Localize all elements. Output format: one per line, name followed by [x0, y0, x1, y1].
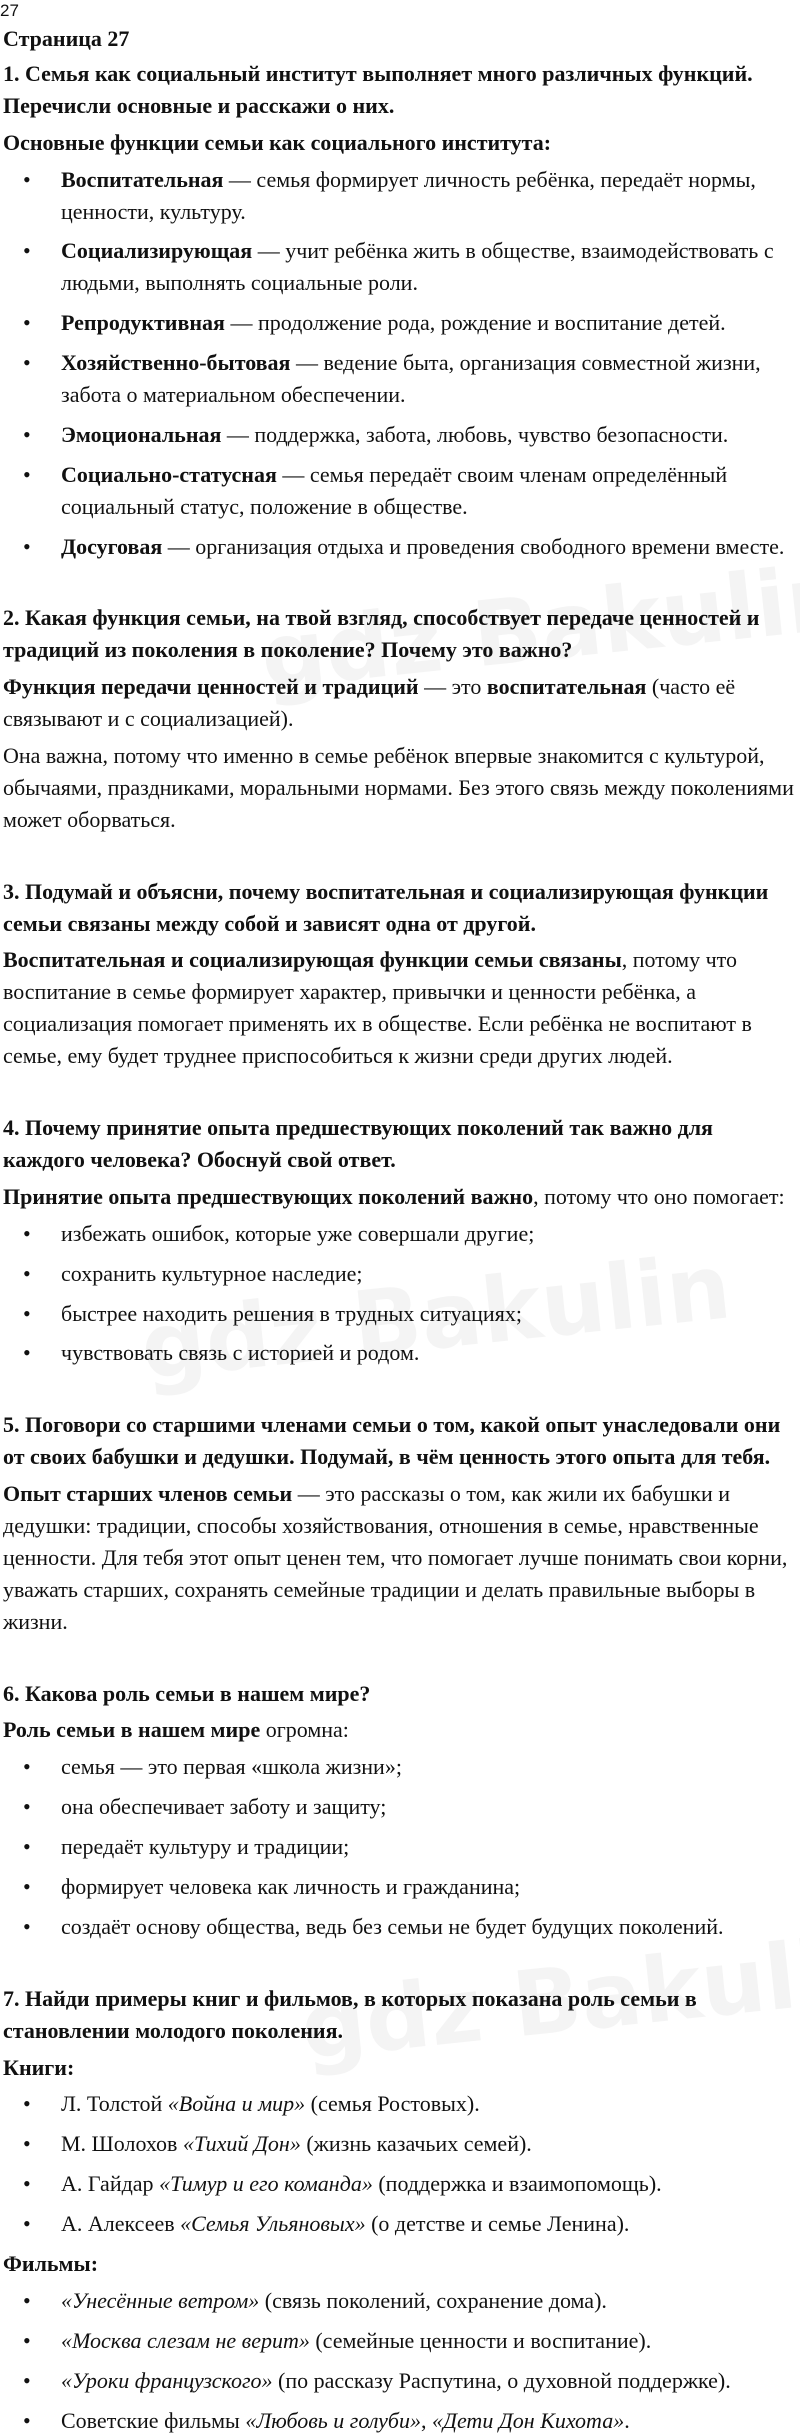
list-item — [3, 2208, 797, 2240]
list-item — [3, 235, 797, 299]
question-3: 3. Подумай и объясни, почему воспитательная и социализирующая функции семьи связаны между собой и зависят одна от другой. — [3, 878, 769, 936]
function-term: Социально-статусная — [61, 461, 277, 487]
books-list — [3, 2088, 797, 2240]
book-author: А. Алексеев — [61, 2211, 181, 2237]
list-item: • формирует человека как личность и гражданина; — [3, 1871, 797, 1903]
question-5-answer — [3, 1478, 797, 1637]
question-6-answer — [3, 1714, 797, 1746]
film-author: Советские фильмы — [61, 2407, 246, 2433]
question-7-section — [3, 1983, 797, 2436]
list-item — [3, 531, 797, 563]
film-title: «Любовь и голуби» — [245, 2407, 421, 2433]
list-item: • избежать ошибок, которые уже совершали другие; — [3, 1218, 797, 1250]
film-note: (по рассказу Распутина, о духовной поддержке). — [272, 2367, 731, 2393]
function-description: — организация отдыха и проведения свободного времени вместе. — [162, 533, 785, 559]
list-item: • быстрее находить решения в трудных ситуациях; — [3, 1298, 797, 1330]
list-item — [3, 2285, 797, 2317]
book-title: «Тимур и его команда» — [159, 2171, 373, 2197]
answer-bold-lead: Роль семьи в нашем мире — [3, 1717, 261, 1743]
list-item: • передаёт культуру и традиции; — [3, 1831, 797, 1863]
list-item — [3, 2405, 797, 2436]
book-note: (жизнь казачьих семей). — [300, 2131, 532, 2157]
list-item — [3, 2325, 797, 2357]
question-6: 6. Какова роль семьи в нашем мире? — [3, 1680, 371, 1706]
book-title: «Семья Ульяновых» — [180, 2211, 366, 2237]
answer-text: огромна: — [260, 1717, 349, 1743]
film-note: , — [420, 2407, 432, 2433]
answer-text: (часто её связывают и с социализацией). — [3, 674, 736, 732]
question-1: 1. Семья как социальный институт выполняет много различных функций. Перечисли основные и расскажи о них. — [3, 61, 753, 118]
film-note: . — [624, 2407, 630, 2433]
list-item: • чувствовать связь с историей и родом. — [3, 1337, 797, 1369]
film-note: (связь поколений, сохранение дома). — [259, 2287, 607, 2313]
function-description: — продолжение рода, рождение и воспитание детей. — [224, 310, 726, 336]
function-term: Воспитательная — [61, 166, 224, 192]
film-title: «Москва слезам не верит» — [61, 2327, 310, 2353]
list-item — [3, 2168, 797, 2200]
book-author: М. Шолохов — [61, 2131, 183, 2157]
functions-list — [3, 164, 797, 563]
list-item: • сохранить культурное наследие; — [3, 1258, 797, 1290]
film-title: «Уроки французского» — [61, 2367, 273, 2393]
question-4-answer — [3, 1181, 797, 1213]
function-term: Досуговая — [61, 533, 163, 559]
answer-bold-lead: Функция передачи ценностей и традиций — [3, 674, 419, 700]
answer-text: , потому что воспитание в семье формирует характер, привычки и ценности ребёнка, а социализация помогает применять их в обществе. Если ребёнка не воспитают в семье, ему будет труднее приспособиться к жизни среди других людей. — [3, 947, 752, 1069]
answer-bold-lead: Воспитательная и социализирующая функции семьи связаны — [3, 947, 622, 973]
book-note: (семья Ростовых). — [305, 2091, 480, 2117]
answer-bold-term: воспитательная — [486, 674, 647, 700]
roles-list — [3, 1751, 797, 1942]
question-7: 7. Найди примеры книг и фильмов, в которых показана роль семьи в становлении молодого поколения. — [3, 1985, 697, 2043]
function-term: Репродуктивная — [61, 310, 225, 336]
question-3-answer — [3, 944, 797, 1072]
list-item — [3, 419, 797, 451]
film-note: (семейные ценности и воспитание). — [309, 2327, 652, 2353]
answer-text: , потому что оно помогает: — [533, 1183, 785, 1209]
answer-bold-lead: Принятие опыта предшествующих поколений важно — [3, 1183, 534, 1209]
question-4-section — [3, 1112, 797, 1369]
question-5: 5. Поговори со старшими членами семьи о том, какой опыт унаследовали они от своих бабушки и дедушки. Подумай, в чём ценность этого опыта для тебя. — [3, 1412, 781, 1470]
book-author: А. Гайдар — [61, 2171, 160, 2197]
function-description: — поддержка, забота, любовь, чувство безопасности. — [221, 421, 729, 447]
function-term: Социализирующая — [61, 238, 253, 264]
question-3-section — [3, 876, 797, 1072]
question-2-paragraph: Она важна, потому что именно в семье ребёнок впервые знакомится с культурой, обычаями, праздниками, моральными нормами. Без этого связь между поколениями может оборваться. — [3, 743, 794, 832]
document-body — [0, 22, 800, 2436]
page-number: 27 — [0, 1, 19, 20]
list-item — [3, 2365, 797, 2397]
function-description: — ведение быта, организация совместной жизни, забота о материальном обеспечении. — [61, 350, 761, 408]
question-6-section — [3, 1678, 797, 1943]
function-term: Хозяйственно-бытовая — [61, 350, 291, 376]
book-author: Л. Толстой — [61, 2091, 168, 2117]
list-item — [3, 164, 797, 228]
question-2-answer — [3, 671, 797, 735]
book-title: «Война и мир» — [167, 2091, 306, 2117]
list-item: • создаёт основу общества, ведь без семьи не будет будущих поколений. — [3, 1911, 797, 1943]
list-item — [3, 2088, 797, 2120]
question-1-section — [3, 58, 797, 562]
book-note: (о детстве и семье Ленина). — [365, 2211, 630, 2237]
book-title: «Тихий Дон» — [182, 2131, 301, 2157]
question-4: 4. Почему принятие опыта предшествующих поколений так важно для каждого человека? Обоснуй свой ответ. — [3, 1115, 713, 1172]
book-note: (поддержка и взаимопомощь). — [372, 2171, 662, 2197]
film-title: «Унесённые ветром» — [61, 2287, 260, 2313]
films-heading: Фильмы: — [3, 2250, 99, 2276]
function-term: Эмоциональная — [61, 421, 222, 447]
list-item — [3, 347, 797, 411]
function-description: — семья формирует личность ребёнка, передаёт нормы, ценности, культуру. — [61, 166, 756, 224]
film-title: «Дети Дон Кихота» — [431, 2407, 625, 2433]
list-item — [3, 459, 797, 523]
benefits-list — [3, 1218, 797, 1370]
question-2-section — [3, 602, 797, 835]
question-5-section — [3, 1409, 797, 1637]
answer-bold-lead: Опыт старших членов семьи — [3, 1481, 293, 1507]
list-item — [3, 2128, 797, 2160]
function-description: — семья передаёт своим членам определённый социальный статус, положение в обществе. — [61, 461, 728, 519]
question-2: 2. Какая функция семьи, на твой взгляд, способствует передаче ценностей и традиций из поколения в поколение? Почему это важно? — [3, 605, 760, 663]
answer-text: — это — [418, 674, 487, 700]
question-1-subheading: Основные функции семьи как социального института: — [3, 129, 552, 155]
function-description: — учит ребёнка жить в обществе, взаимодействовать с людьми, выполнять социальные роли. — [61, 238, 774, 296]
list-item: • она обеспечивает заботу и защиту; — [3, 1791, 797, 1823]
list-item — [3, 307, 797, 339]
list-item: • семья — это первая «школа жизни»; — [3, 1751, 797, 1783]
books-heading: Книги: — [3, 2054, 75, 2080]
page-title: Страница 27 — [3, 26, 130, 51]
answer-text: — это рассказы о том, как жили их бабушки и дедушки: традиции, способы хозяйствования, отношения в семье, нравственные ценности. Для тебя этот опыт ценен тем, что помогает лучше понимать свои корни, уважать старших, сохранять семейные традиции и делать правильные выборы в жизни. — [3, 1481, 788, 1634]
films-list — [3, 2285, 797, 2436]
